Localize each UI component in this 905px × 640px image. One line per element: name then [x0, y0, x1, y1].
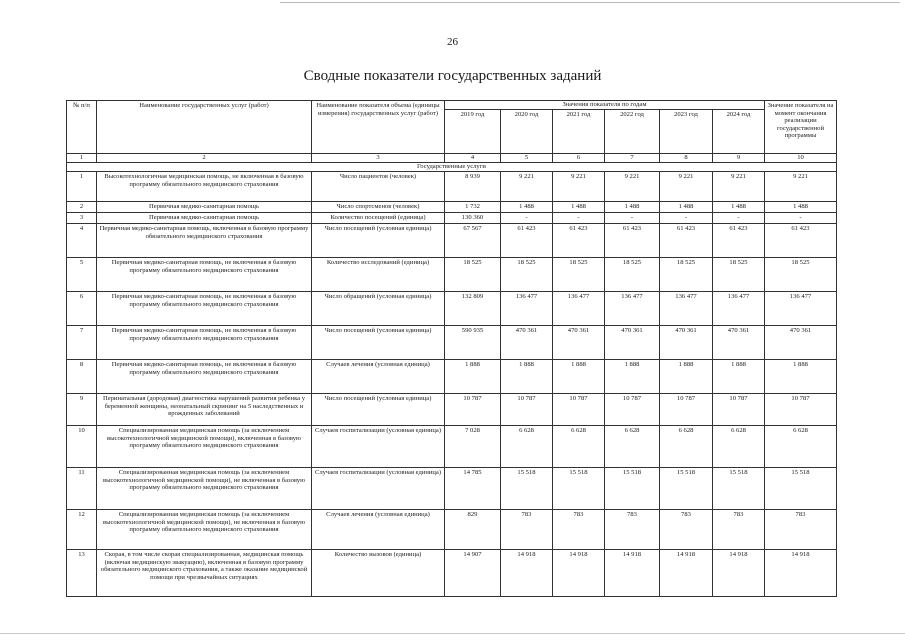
year-value: 8 939: [445, 172, 501, 202]
column-number: 8: [660, 154, 713, 163]
header-year: 2021 год: [553, 109, 605, 153]
year-value: 1 888: [605, 360, 660, 394]
service-name: Перинатальная (дородовая) диагностика нарушений развития ребенка у беременной женщины, неонатальный скрининг на 5 наследственных и врожденных заболеваний: [97, 394, 312, 426]
year-value: -: [501, 213, 553, 224]
table-row: [67, 360, 837, 394]
year-value: 1 888: [445, 360, 501, 394]
header-indicator: Наименование показателя объема (единицы измерения) государственных услуг (работ): [312, 101, 445, 154]
year-value: 1 888: [501, 360, 553, 394]
header-row: [67, 101, 837, 110]
service-name: Первичная медико-санитарная помощь: [97, 202, 312, 213]
header-year: 2020 год: [501, 109, 553, 153]
header-service: Наименование государственных услуг (работ): [97, 101, 312, 154]
header-year: 2023 год: [660, 109, 713, 153]
row-number: 10: [67, 426, 97, 468]
table-row: [67, 213, 837, 224]
year-value: 14 918: [553, 550, 605, 597]
indicator-name: Количество посещений (единица): [312, 213, 445, 224]
year-value: 6 628: [660, 426, 713, 468]
year-value: 136 477: [660, 292, 713, 326]
final-value: 136 477: [765, 292, 837, 326]
indicator-name: Случаев госпитализации (условная единица): [312, 426, 445, 468]
indicator-name: Количество исследований (единица): [312, 258, 445, 292]
indicator-name: Число посещений (условная единица): [312, 224, 445, 258]
service-name: Первичная медико-санитарная помощь, не включенная в базовую программу обязательного медицинского страхования: [97, 292, 312, 326]
year-value: 132 809: [445, 292, 501, 326]
service-name: Первичная медико-санитарная помощь: [97, 213, 312, 224]
data-rows: [67, 172, 837, 597]
table-row: [67, 510, 837, 550]
row-number: 8: [67, 360, 97, 394]
year-value: 470 361: [553, 326, 605, 360]
year-value: 18 525: [660, 258, 713, 292]
row-number: 12: [67, 510, 97, 550]
year-value: 1 888: [553, 360, 605, 394]
table-row: [67, 426, 837, 468]
year-value: -: [713, 213, 765, 224]
service-name: Специализированная медицинская помощь (за исключением высокотехнологичной медицинской помощи), не включенная в базовую программу обязательного медицинского страхования: [97, 510, 312, 550]
year-value: 1 488: [605, 202, 660, 213]
year-value: 9 221: [660, 172, 713, 202]
indicator-name: Число спортсменов (человек): [312, 202, 445, 213]
year-value: 15 518: [553, 468, 605, 510]
year-value: -: [660, 213, 713, 224]
indicator-name: Число посещений (условная единица): [312, 326, 445, 360]
scan-edge-bottom: [0, 633, 905, 634]
year-value: 136 477: [501, 292, 553, 326]
page-number: 26: [447, 36, 458, 48]
year-value: 9 221: [605, 172, 660, 202]
row-number: 1: [67, 172, 97, 202]
year-value: 15 518: [713, 468, 765, 510]
row-number: 9: [67, 394, 97, 426]
table-row: [67, 224, 837, 258]
table-row: [67, 172, 837, 202]
row-number: 2: [67, 202, 97, 213]
header-year: 2022 год: [605, 109, 660, 153]
column-number: 1: [67, 154, 97, 163]
table-row: [67, 468, 837, 510]
year-value: 470 361: [660, 326, 713, 360]
final-value: 783: [765, 510, 837, 550]
year-value: 6 628: [605, 426, 660, 468]
year-value: 1 488: [553, 202, 605, 213]
year-value: 136 477: [605, 292, 660, 326]
service-name: Высокотехнологичная медицинская помощь, не включенная в базовую программу обязательного медицинского страхования: [97, 172, 312, 202]
year-value: 783: [605, 510, 660, 550]
column-number: 4: [445, 154, 501, 163]
year-value: 10 787: [501, 394, 553, 426]
final-value: 14 918: [765, 550, 837, 597]
year-value: 470 361: [605, 326, 660, 360]
year-value: 15 518: [605, 468, 660, 510]
year-value: 61 423: [713, 224, 765, 258]
column-number: 10: [765, 154, 837, 163]
row-number: 11: [67, 468, 97, 510]
year-value: 1 888: [660, 360, 713, 394]
table-row: [67, 258, 837, 292]
year-value: 470 361: [713, 326, 765, 360]
year-value: 130 360: [445, 213, 501, 224]
year-value: 1 488: [713, 202, 765, 213]
final-value: 9 221: [765, 172, 837, 202]
year-value: 14 907: [445, 550, 501, 597]
year-value: 14 785: [445, 468, 501, 510]
row-number: 7: [67, 326, 97, 360]
year-value: 18 525: [445, 258, 501, 292]
year-value: 15 518: [660, 468, 713, 510]
final-value: 6 628: [765, 426, 837, 468]
year-value: 9 221: [501, 172, 553, 202]
final-value: 61 423: [765, 224, 837, 258]
year-value: 136 477: [713, 292, 765, 326]
year-value: -: [605, 213, 660, 224]
column-number: 3: [312, 154, 445, 163]
indicator-name: Случаев лечения (условная единица): [312, 510, 445, 550]
service-name: Первичная медико-санитарная помощь, не включенная в базовую программу обязательного медицинского страхования: [97, 258, 312, 292]
column-number: 6: [553, 154, 605, 163]
indicator-name: Случаев госпитализации (условная единица): [312, 468, 445, 510]
table-row: [67, 202, 837, 213]
service-name: Специализированная медицинская помощь (за исключением высокотехнологичной медицинской помощи), не включенная в базовую программу обязательного медицинского страхования: [97, 468, 312, 510]
year-value: 136 477: [553, 292, 605, 326]
final-value: 10 787: [765, 394, 837, 426]
table-row: [67, 550, 837, 597]
section-label: Государственные услуги: [67, 163, 837, 172]
year-value: 9 221: [553, 172, 605, 202]
indicator-name: Количество вызовов (единица): [312, 550, 445, 597]
section-row: [67, 163, 837, 172]
year-value: 10 787: [445, 394, 501, 426]
row-number: 4: [67, 224, 97, 258]
row-number: 13: [67, 550, 97, 597]
service-name: Первичная медико-санитарная помощь, не включенная в базовую программу обязательного медицинского страхования: [97, 360, 312, 394]
year-value: 6 628: [553, 426, 605, 468]
final-value: -: [765, 213, 837, 224]
year-value: 67 567: [445, 224, 501, 258]
year-value: 14 918: [660, 550, 713, 597]
indicator-name: Число посещений (условная единица): [312, 394, 445, 426]
row-number: 5: [67, 258, 97, 292]
year-value: 10 787: [605, 394, 660, 426]
service-name: Первичная медико-санитарная помощь, включенная в базовую программу обязательного медицинского страхования: [97, 224, 312, 258]
year-value: -: [553, 213, 605, 224]
year-value: 1 888: [713, 360, 765, 394]
header-year: 2024 год: [713, 109, 765, 153]
row-number: 6: [67, 292, 97, 326]
year-value: 18 525: [553, 258, 605, 292]
year-value: 61 423: [605, 224, 660, 258]
indicator-name: Случаев лечения (условная единица): [312, 360, 445, 394]
year-value: 61 423: [501, 224, 553, 258]
column-number: 9: [713, 154, 765, 163]
service-name: Скорая, в том числе скорая специализированная, медицинская помощь (включая медицинскую эвакуацию), включенная в базовую программу обязательного медицинского страхования, а также оказание медицинской помощи при чрезвычайных ситуациях: [97, 550, 312, 597]
column-number: 5: [501, 154, 553, 163]
final-value: 15 518: [765, 468, 837, 510]
scan-edge-top: [280, 2, 900, 3]
year-value: 6 628: [501, 426, 553, 468]
indicator-name: Число обращений (условная единица): [312, 292, 445, 326]
year-value: 1 732: [445, 202, 501, 213]
year-value: 10 787: [660, 394, 713, 426]
header-final: Значение показателя на момент окончания реализации государственной программы: [765, 101, 837, 154]
year-value: 14 918: [713, 550, 765, 597]
year-value: 18 525: [605, 258, 660, 292]
summary-table: [66, 100, 837, 597]
year-value: 1 488: [660, 202, 713, 213]
service-name: Специализированная медицинская помощь (за исключением высокотехнологичной медицинской помощи), включенная в базовую программу обязательного медицинского страхования: [97, 426, 312, 468]
header-num: № п/п: [67, 101, 97, 154]
year-value: 829: [445, 510, 501, 550]
year-value: 783: [501, 510, 553, 550]
service-name: Первичная медико-санитарная помощь, не включенная в базовую программу обязательного медицинского страхования: [97, 326, 312, 360]
indicator-name: Число пациентов (человек): [312, 172, 445, 202]
year-value: 18 525: [501, 258, 553, 292]
year-value: 783: [713, 510, 765, 550]
year-value: 1 488: [501, 202, 553, 213]
year-value: 470 361: [501, 326, 553, 360]
row-number: 3: [67, 213, 97, 224]
page-title: Сводные показатели государственных заданий: [303, 68, 602, 84]
header-values-group: Значения показателя по годам: [445, 101, 765, 110]
year-value: 590 935: [445, 326, 501, 360]
final-value: 18 525: [765, 258, 837, 292]
year-value: 10 787: [553, 394, 605, 426]
header-year: 2019 год: [445, 109, 501, 153]
year-value: 783: [553, 510, 605, 550]
year-value: 61 423: [553, 224, 605, 258]
year-value: 14 918: [501, 550, 553, 597]
year-value: 7 028: [445, 426, 501, 468]
final-value: 1 488: [765, 202, 837, 213]
table-row: [67, 292, 837, 326]
table-row: [67, 326, 837, 360]
year-value: 14 918: [605, 550, 660, 597]
year-value: 18 525: [713, 258, 765, 292]
year-value: 61 423: [660, 224, 713, 258]
year-value: 9 221: [713, 172, 765, 202]
final-value: 470 361: [765, 326, 837, 360]
year-value: 15 518: [501, 468, 553, 510]
year-value: 783: [660, 510, 713, 550]
column-number: 2: [97, 154, 312, 163]
final-value: 1 888: [765, 360, 837, 394]
year-value: 6 628: [713, 426, 765, 468]
column-numbers-row: [67, 154, 837, 163]
table-row: [67, 394, 837, 426]
year-value: 10 787: [713, 394, 765, 426]
column-number: 7: [605, 154, 660, 163]
